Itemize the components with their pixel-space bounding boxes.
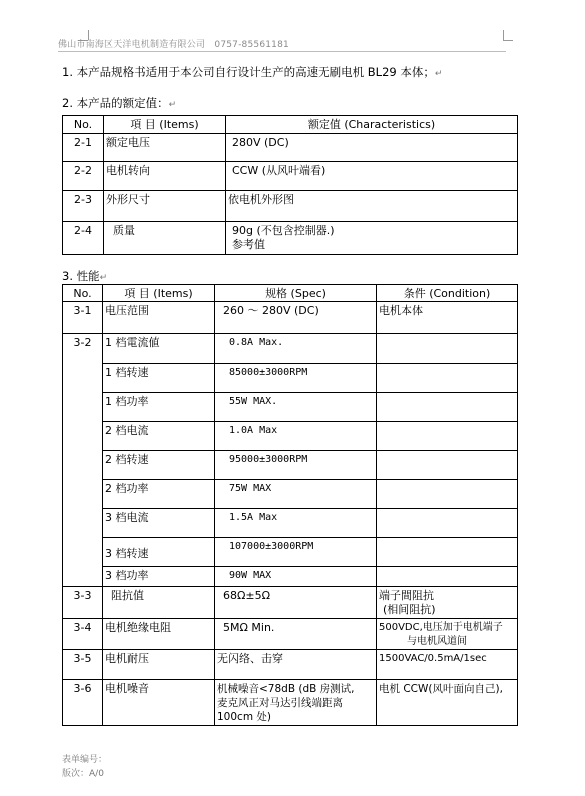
table-row: 3-1 电压范围 260 ～ 280V (DC) 电机本体 [63, 302, 518, 334]
section-title-performance: 3. 性能↵ [62, 269, 108, 283]
table-row: 2 档功率 75W MAX [63, 480, 518, 509]
intro-line-1: 1. 本产品规格书适用于本公司自行设计生产的高速无刷电机 BL29 本体；↵ [62, 65, 443, 79]
table-row: 3 档转速 107000±3000RPM [63, 538, 518, 567]
table-row: 2-1 额定电压 280V (DC) [63, 134, 518, 162]
version-label: 版次：A/0 [62, 769, 104, 779]
corner-mark [503, 40, 513, 41]
page-header [58, 37, 289, 50]
table-row: 2-3 外形尺寸 依电机外形图 [63, 191, 518, 222]
corner-mark [503, 30, 504, 40]
table-header-row: No. 項 目 (Items) 规格 (Spec) 条件 (Condition) [63, 285, 518, 302]
table-row: 3-6 电机噪音 机械噪音<78dB (dB 房测试, 麦克风正对马达引线端距离 100cm 处) 电机 CCW(风叶面向自己), [63, 680, 518, 726]
table-row: 3-3 阻抗值 68Ω±5Ω 端子間阻抗 (相间阻抗) [63, 587, 518, 619]
intro-line-2: 2. 本产品的额定值：↵ [62, 96, 177, 110]
header-characteristics: 额定值 (Characteristics) [226, 116, 518, 134]
table-header-row [63, 116, 518, 134]
table-row: 1 档转速 85000±3000RPM [63, 364, 518, 393]
header-rule [58, 51, 506, 52]
table-row: 2-2 电机转向 CCW (从风叶端看) [63, 162, 518, 191]
table-row: 2-4 质量 90g (不包含控制器.) 参考值 [63, 222, 518, 255]
ratings-table [62, 115, 518, 255]
table-row: 1 档功率 55W MAX. [63, 393, 518, 422]
table-row: 2 档电流 1.0A Max [63, 422, 518, 451]
header-no: No. [63, 116, 104, 134]
table-row: 3 档功率 90W MAX [63, 567, 518, 587]
header-items: 項 目 (Items) [104, 116, 226, 134]
table-row: 3-4 电机绝缘电阻 5MΩ Min. 500VDC,电压加于电机端子 与电机风道间 [63, 619, 518, 650]
company-name: 佛山市南海区天洋电机制造有限公司 [58, 40, 206, 50]
table-row: 3-2 1 档電流値 0.8A Max. [63, 334, 518, 364]
table-row: 2 档转速 95000±3000RPM [63, 451, 518, 480]
table-row: 3 档电流 1.5A Max [63, 509, 518, 538]
performance-table [62, 284, 518, 726]
company-phone: 0757-85561181 [214, 40, 289, 50]
table-row: 3-5 电机耐压 无闪络、击穿 1500VAC/0.5mA/1sec [63, 650, 518, 680]
form-number: 表单编号： [62, 755, 108, 765]
